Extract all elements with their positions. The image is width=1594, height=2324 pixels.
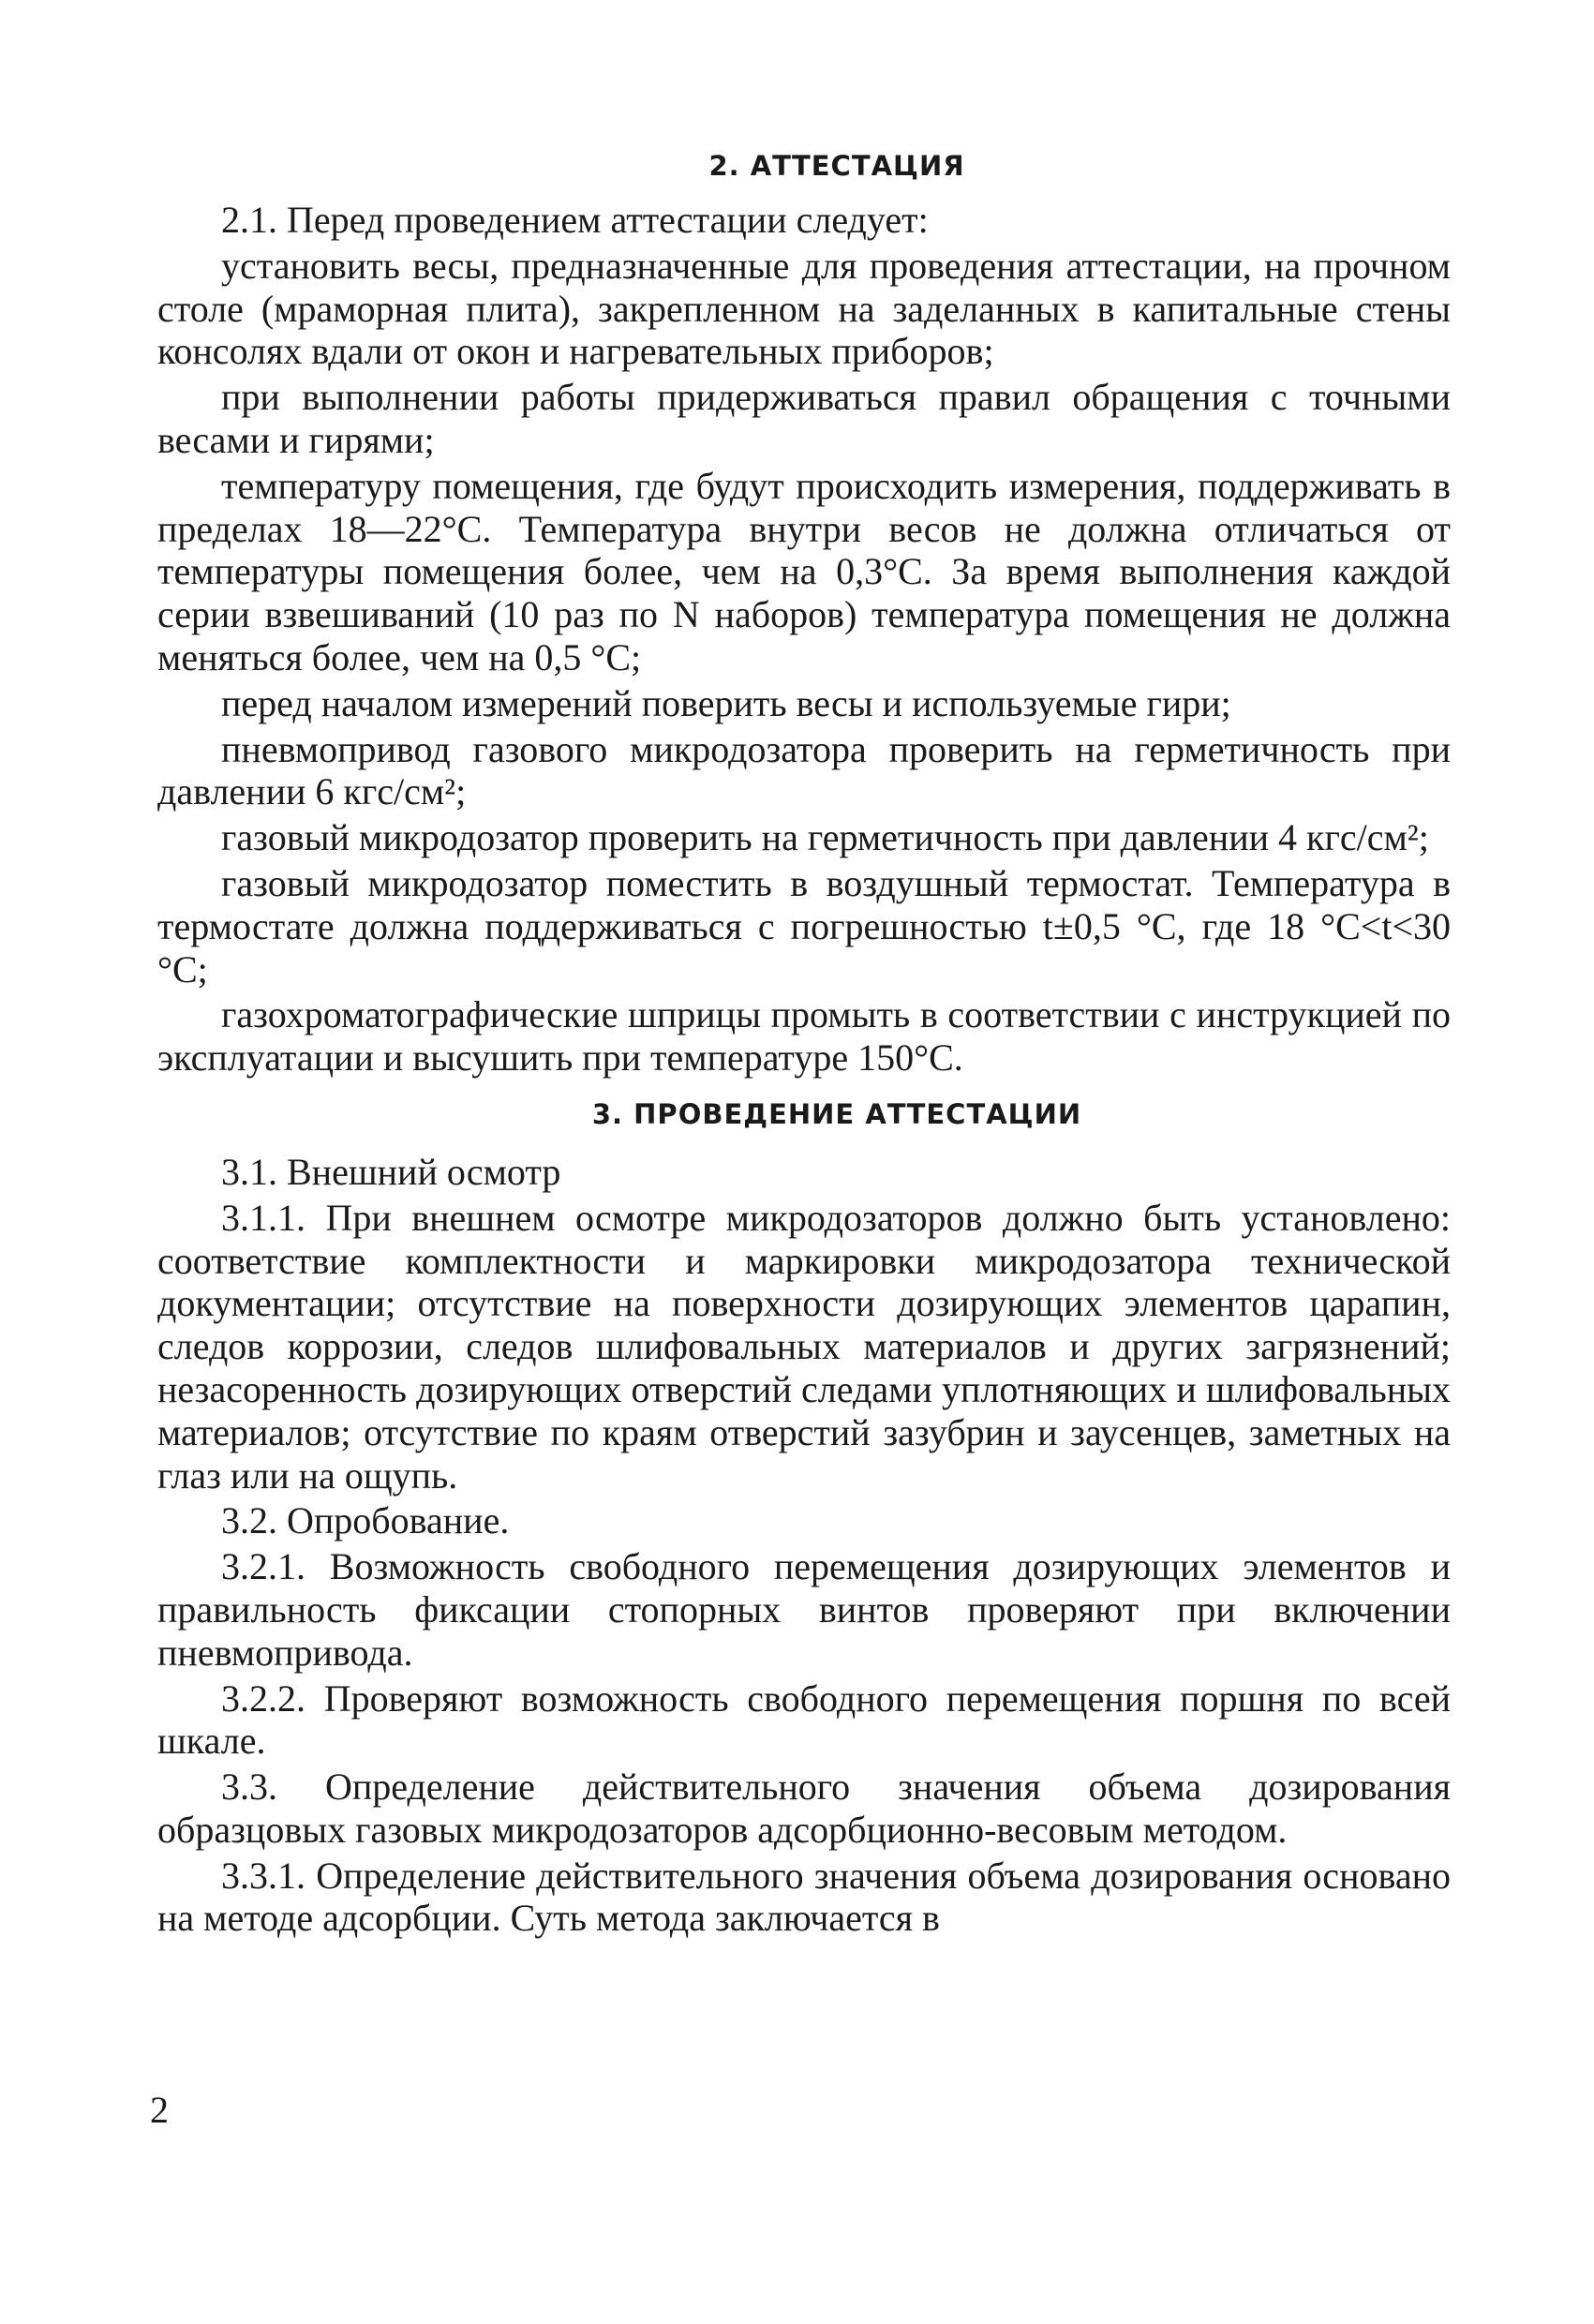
paragraph-3-1-1: 3.1.1. При внешнем осмотре микродозаторов должно быть установлено: соответствие комплектности и маркировки микродозатора технической документации; отсутствие на поверхности дозирующих элементов царапин, следов коррозии, следов шлифовальных материалов и других загрязнений; незасоренность дозирующих отверстий следами уплотняющих и шлифовальных материалов; отсутствие по краям отверстий зазубрин и заусенцев, заметных на глаз или на ощупь.	[157, 1196, 1451, 1497]
paragraph-room-temperature: температуру помещения, где будут происходить измерения, поддерживать в пределах 18—22°С. Температура внутри весов не должна отличаться от температуры помещения более, чем на 0,3°С. За время выполнения каждой серии взвешиваний (10 раз по N наборов) температура помещения не должна меняться более, чем на 0,5 °С;	[157, 464, 1451, 678]
paragraph-pneumatic-drive: пневмопривод газового микродозатора проверить на герметичность при давлении 6 кгс/см²;	[157, 727, 1451, 813]
paragraph-thermostat: газовый микродозатор поместить в воздушный термостат. Температура в термостате должна поддерживаться с погрешностью t±0,5 °С, где 18 °С<t<30 °С;	[157, 861, 1451, 991]
section-2-heading: 2. АТТЕСТАЦИЯ	[708, 150, 965, 182]
paragraph-3-3: 3.3. Определение действительного значения объема дозирования образцовых газовых микродозаторов адсорбционно-весовым методом.	[157, 1765, 1451, 1851]
paragraph-3-3-1: 3.3.1. Определение действительного значения объема дозирования основано на методе адсорбции. Суть метода заключается в	[157, 1854, 1451, 1940]
paragraph-doser-tightness: газовый микродозатор проверить на герметичность при давлении 4 кгс/см²;	[221, 816, 1429, 859]
paragraph-syringes: газохроматографические шприцы промыть в соответствии с инструкцией по эксплуатации и высушить при температуре 150°С.	[157, 993, 1451, 1080]
paragraph-install-scales: установить весы, предназначенные для проведения аттестации, на прочном столе (мраморная плита), закрепленном на заделанных в капитальные стены консолях вдали от окон и нагревательных приборов;	[157, 244, 1451, 373]
paragraph-3-2: 3.2. Опробование.	[221, 1499, 510, 1542]
paragraph-handling-rules: при выполнении работы придерживаться правил обращения с точными весами и гирями;	[157, 376, 1451, 461]
paragraph-3-1: 3.1. Внешний осмотр	[221, 1150, 561, 1193]
section-3-heading: 3. ПРОВЕДЕНИЕ АТТЕСТАЦИИ	[591, 1097, 1082, 1130]
paragraph-2-1: 2.1. Перед проведением аттестации следует:	[221, 199, 929, 241]
paragraph-verify-scales: перед началом измерений поверить весы и используемые гири;	[221, 681, 1231, 724]
paragraph-3-2-2: 3.2.2. Проверяют возможность свободного перемещения поршня по всей шкале.	[157, 1676, 1451, 1763]
page-number: 2	[150, 2089, 169, 2131]
paragraph-3-2-1: 3.2.1. Возможность свободного перемещения дозирующих элементов и правильность фиксации стопорных винтов проверяют при включении пневмопривода.	[157, 1545, 1451, 1674]
document-body	[157, 150, 1451, 1943]
